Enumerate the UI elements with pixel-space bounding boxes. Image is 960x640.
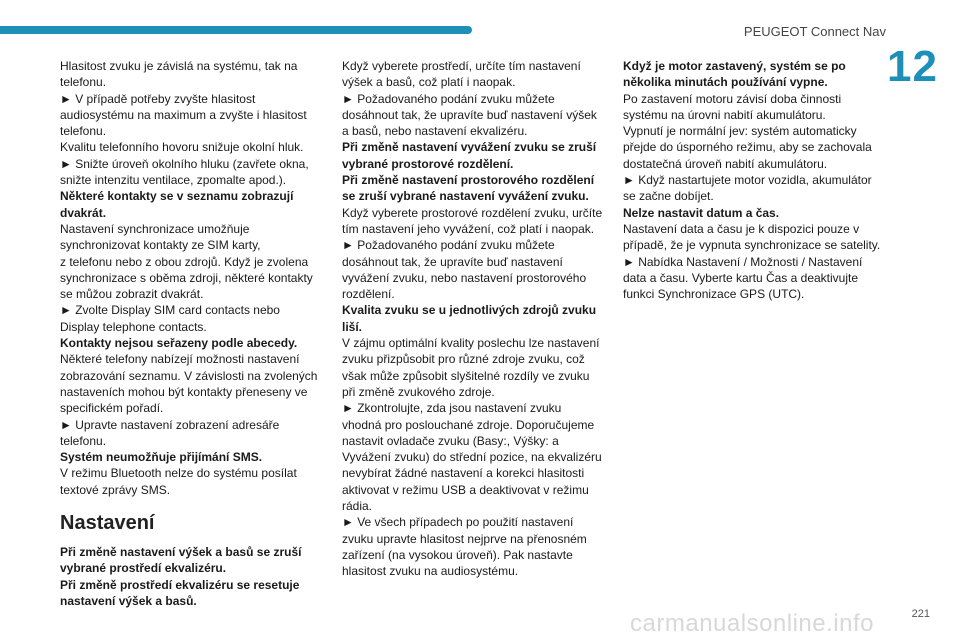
bold-heading-paragraph: Kvalita zvuku se u jednotlivých zdrojů zvuku liší. bbox=[342, 303, 597, 334]
header-title: PEUGEOT Connect Nav bbox=[743, 24, 886, 39]
header-accent-bar bbox=[0, 26, 472, 34]
body-paragraph: Když vyberete prostředí, určíte tím nastavení výšek a basů, což platí i naopak. bbox=[342, 59, 581, 90]
body-paragraph: ► Ve všech případech po použití nastavení zvuku upravte hlasitost nejprve na přenosném zařízení (na vysokou úroveň). Pak nastavte hlasitost zvuku na audiosystému. bbox=[342, 515, 587, 579]
column-2-blocks bbox=[342, 58, 604, 580]
column-3 bbox=[623, 58, 885, 302]
column-1-after-heading bbox=[60, 544, 322, 609]
body-paragraph: ► Zvolte Display SIM card contacts nebo Display telephone contacts. bbox=[60, 303, 280, 334]
page-number: 221 bbox=[911, 608, 930, 620]
body-paragraph: V režimu Bluetooth nelze do systému posílat textové zprávy SMS. bbox=[60, 466, 297, 497]
body-paragraph: Nastavení synchronizace umožňuje synchronizovat kontakty ze SIM karty, bbox=[60, 221, 261, 253]
bold-heading-paragraph: Při změně nastavení prostorového rozdělení se zruší vybrané nastavení vyvážení zvuku. bbox=[342, 173, 595, 204]
bold-heading-paragraph: Některé kontakty se v seznamu zobrazují dvakrát. bbox=[60, 189, 294, 220]
body-paragraph: ► Zkontrolujte, zda jsou nastavení zvuku vhodná pro poslouchané zdroje. Doporučujeme nastavit ovladače zvuku (Basy:, Výšky: a Vyvážení zvuku) do střední pozice, na ekvalizéru nevybírat žádné nastavení a korekci hlasitosti aktivovat v režimu USB a deaktivovat v režimu rádia. bbox=[342, 401, 602, 514]
body-paragraph: ► Snižte úroveň okolního hluku (zavřete okna, snižte intenzitu ventilace, zpomalte apod.). bbox=[60, 156, 309, 188]
bold-heading-paragraph: Systém neumožňuje přijímání SMS. bbox=[60, 450, 263, 465]
bold-heading-paragraph: Při změně prostředí ekvalizéru se resetuje nastavení výšek a basů. bbox=[60, 577, 300, 608]
column-1-blocks bbox=[60, 58, 322, 498]
body-paragraph: ► Požadovaného podání zvuku můžete dosáhnout tak, že upravíte buď nastavení výšek a basů, nebo nastavení ekvalizéru. bbox=[342, 91, 597, 139]
body-paragraph: ► V případě potřeby zvyšte hlasitost audiosystému na maximum a zvyšte i hlasitost telefonu. bbox=[60, 91, 307, 139]
bold-heading-paragraph: Když je motor zastavený, systém se po několika minutách používání vypne. bbox=[623, 59, 846, 90]
bold-heading-paragraph: Kontakty nejsou seřazeny podle abecedy. bbox=[60, 336, 298, 351]
body-paragraph: Kvalitu telefonního hovoru snižuje okolní hluk. bbox=[60, 140, 304, 155]
column-1 bbox=[60, 58, 322, 609]
body-paragraph: ► Požadovaného podání zvuku můžete dosáhnout tak, že upravíte buď nastavení vyvážení zvuku, nebo nastavení prostorového rozdělení. bbox=[342, 238, 587, 302]
body-paragraph: ► Nabídka Nastavení / Možnosti / Nastavení data a času. Vyberte kartu Čas a deaktivujte funkci Synchronizace GPS (UTC). bbox=[623, 254, 863, 302]
body-paragraph: Po zastavení motoru závisí doba činnosti systému na úrovni nabití akumulátoru. bbox=[623, 91, 842, 122]
body-paragraph: Vypnutí je normální jev: systém automaticky přejde do úsporného režimu, aby se zachovala dostatečná úroveň nabití akumulátoru. bbox=[623, 124, 872, 171]
watermark: carmanualsonline.info bbox=[630, 610, 874, 637]
body-paragraph: Hlasitost zvuku je závislá na systému, tak na telefonu. bbox=[60, 59, 298, 90]
bold-heading-paragraph: Nelze nastavit datum a čas. bbox=[623, 205, 780, 220]
body-paragraph: Když vyberete prostorové rozdělení zvuku, určíte tím nastavení jeho vyvážení, což platí i naopak. bbox=[342, 205, 603, 236]
column-3-blocks bbox=[623, 58, 885, 302]
bold-heading-paragraph: Při změně nastavení vyvážení zvuku se zruší vybrané prostorové rozdělení. bbox=[342, 140, 597, 171]
bold-heading-paragraph: Při změně nastavení výšek a basů se zruší vybrané prostředí ekvalizéru. bbox=[60, 545, 302, 576]
body-paragraph: ► Upravte nastavení zobrazení adresáře telefonu. bbox=[60, 417, 280, 448]
body-paragraph: Nastavení data a času je k dispozici pouze v případě, že je vypnuta synchronizace se satelity. bbox=[623, 221, 881, 253]
body-paragraph: ► Když nastartujete motor vozidla, akumulátor se začne dobíjet. bbox=[623, 173, 872, 204]
column-2 bbox=[342, 58, 604, 580]
section-heading: Nastavení bbox=[60, 512, 155, 535]
body-paragraph: V zájmu optimální kvality poslechu lze nastavení zvuku přizpůsobit pro různé zdroje zvuku, což však může způsobit slyšitelné rozdíly ve zvuku při změně zvukového zdroje. bbox=[342, 336, 600, 399]
chapter-number: 12 bbox=[887, 42, 938, 91]
body-paragraph: Některé telefony nabízejí možnosti nastavení zobrazování seznamu. V závislosti na zvolených nastaveních mohou být kontakty přeneseny ve specifickém pořadí. bbox=[60, 352, 318, 416]
body-paragraph: z telefonu nebo z obou zdrojů. Když je zvolena synchronizace s oběma zdroji, některé kontakty se můžou zobrazit dvakrát. bbox=[60, 254, 313, 302]
